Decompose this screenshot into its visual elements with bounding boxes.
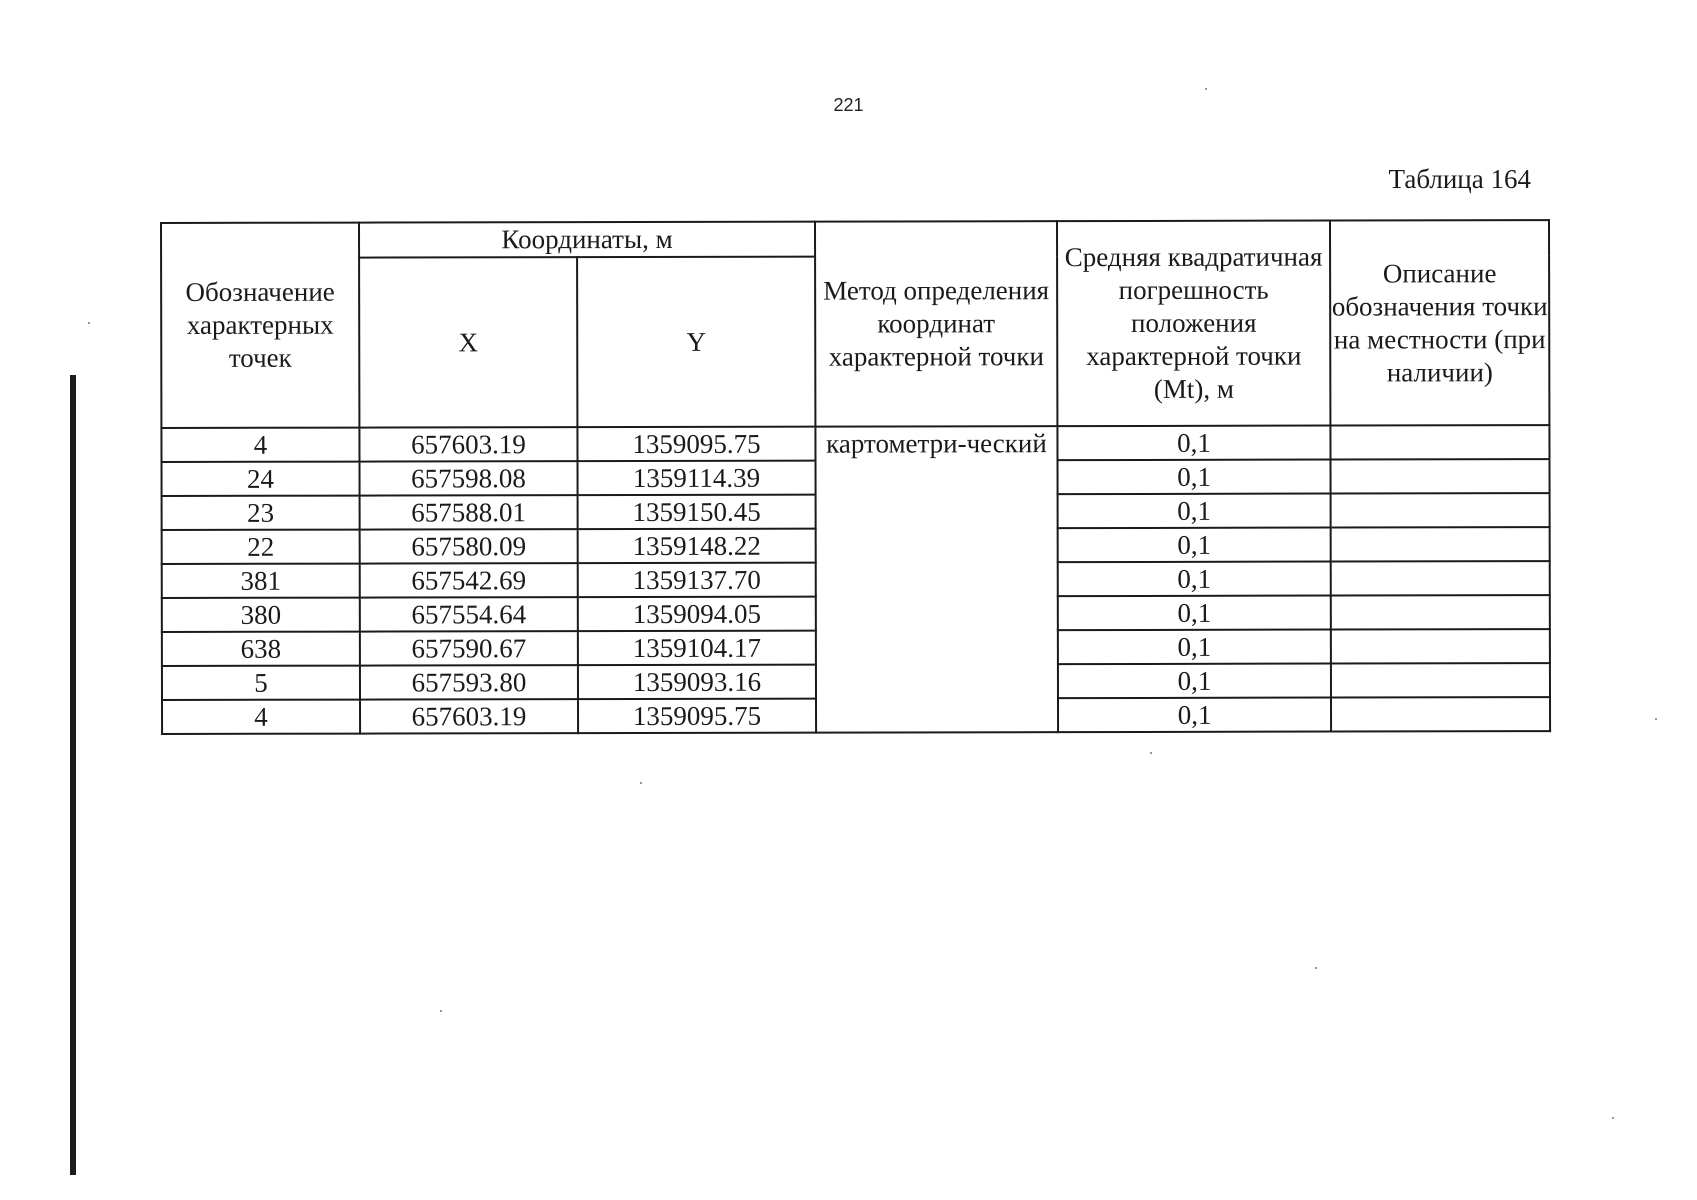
scan-speck	[640, 782, 642, 784]
point-cell: 638	[162, 632, 360, 666]
x-cell: 657593.80	[360, 665, 578, 699]
y-cell: 1359104.17	[578, 631, 816, 665]
scan-speck	[88, 322, 90, 324]
point-cell: 24	[162, 462, 360, 496]
mt-cell: 0,1	[1058, 528, 1331, 563]
y-cell: 1359148.22	[578, 529, 816, 563]
scan-speck	[1655, 718, 1657, 720]
description-cell	[1331, 595, 1550, 629]
method-cell: картометри-ческий	[815, 426, 1058, 733]
scan-speck	[1612, 1117, 1614, 1119]
mt-cell: 0,1	[1058, 562, 1331, 597]
x-cell: 657603.19	[360, 699, 578, 733]
y-cell: 1359150.45	[578, 495, 816, 529]
coordinates-table	[160, 219, 1551, 735]
y-cell: 1359114.39	[578, 461, 816, 495]
mt-cell: 0,1	[1057, 426, 1330, 461]
mt-cell: 0,1	[1058, 460, 1331, 495]
table-caption: Таблица 164	[1388, 164, 1531, 194]
description-cell	[1331, 663, 1550, 697]
header-coordinates: Координаты, м	[359, 222, 815, 258]
mt-cell: 0,1	[1058, 664, 1331, 699]
scan-speck	[1315, 967, 1317, 969]
y-cell: 1359095.75	[577, 427, 815, 461]
point-cell: 380	[162, 598, 360, 632]
point-cell: 4	[161, 428, 359, 462]
mt-cell: 0,1	[1058, 596, 1331, 631]
point-cell: 5	[162, 666, 360, 700]
x-cell: 657580.09	[360, 529, 578, 563]
header-method: Метод определения координат характерной точки	[815, 221, 1057, 427]
x-cell: 657554.64	[360, 597, 578, 631]
y-cell: 1359093.16	[578, 665, 816, 699]
x-cell: 657542.69	[360, 563, 578, 597]
header-x: X	[359, 257, 577, 427]
y-cell: 1359095.75	[578, 699, 816, 733]
table-row	[161, 425, 1549, 462]
scan-speck	[440, 1010, 442, 1012]
y-cell: 1359137.70	[578, 563, 816, 597]
x-cell: 657590.67	[360, 631, 578, 665]
x-cell: 657603.19	[359, 427, 577, 461]
header-error: Средняя квадратичная погрешность положения характерной точки (Mt), м	[1057, 221, 1330, 427]
x-cell: 657598.08	[360, 461, 578, 495]
point-cell: 22	[162, 530, 360, 564]
mt-cell: 0,1	[1058, 698, 1331, 733]
header-description: Описание обозначения точки на местности (при наличии)	[1330, 220, 1549, 425]
scan-edge-shadow	[70, 375, 76, 1175]
description-cell	[1331, 459, 1550, 493]
y-cell: 1359094.05	[578, 597, 816, 631]
header-point-designation: Обозначение характерных точек	[161, 223, 359, 428]
scan-speck	[1150, 752, 1152, 754]
description-cell	[1331, 527, 1550, 561]
x-cell: 657588.01	[360, 495, 578, 529]
description-cell	[1330, 425, 1549, 459]
description-cell	[1331, 561, 1550, 595]
header-y: Y	[577, 257, 815, 427]
point-cell: 23	[162, 496, 360, 530]
scan-speck	[1205, 88, 1207, 90]
mt-cell: 0,1	[1058, 630, 1331, 665]
mt-cell: 0,1	[1058, 494, 1331, 529]
description-cell	[1331, 493, 1550, 527]
point-cell: 381	[162, 564, 360, 598]
page-number: 221	[833, 95, 864, 115]
description-cell	[1331, 697, 1550, 731]
description-cell	[1331, 629, 1550, 663]
point-cell: 4	[162, 700, 360, 734]
